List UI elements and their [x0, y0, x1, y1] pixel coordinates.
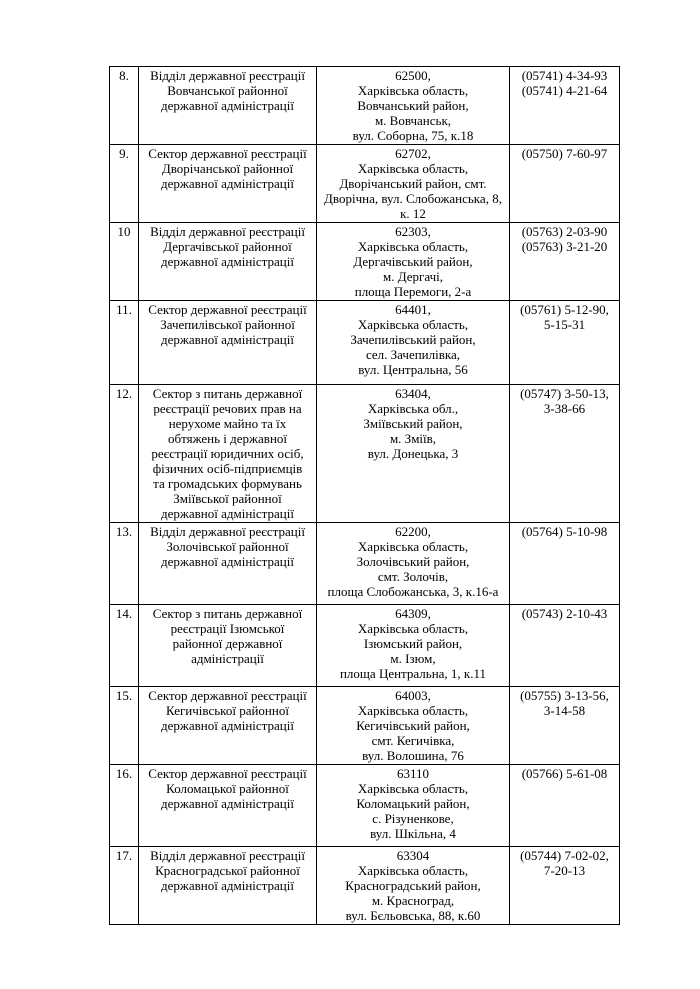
office-name-line: Коломацької районної [166, 781, 289, 796]
address-line: 63110 [396, 766, 430, 781]
row-number: 16. [110, 765, 139, 847]
office-name-line: Вовчанської районної [167, 83, 288, 98]
phone-line: 3-38-66 [543, 401, 586, 416]
address-line: 64401, [395, 302, 431, 317]
address-line: м. Красноград, [371, 893, 455, 908]
address-cell [317, 385, 510, 523]
address-line: 62200, [395, 524, 431, 539]
address-line: Золочівський район, [356, 554, 470, 569]
phone-line: (05743) 2-10-43 [521, 606, 608, 621]
phone-line: (05747) 3-50-13, [520, 386, 609, 401]
table-row [110, 385, 620, 523]
address-line: площа Слобожанська, 3, к.16-а [327, 584, 499, 599]
address-cell [317, 145, 510, 223]
row-number: 13. [110, 523, 139, 605]
office-name-line: адміністрації [191, 651, 264, 666]
address-line: 63304 [396, 848, 430, 863]
office-name-line: Дергачівської районної [163, 239, 292, 254]
office-name-line: Відділ державної реєстрації [150, 224, 305, 239]
address-line: Зміївський район, [363, 416, 463, 431]
phone-cell [510, 145, 620, 223]
office-name-line: державної адміністрації [161, 98, 294, 113]
address-line: Коломацький район, [356, 796, 470, 811]
office-name-cell [139, 687, 317, 765]
row-number: 10 [110, 223, 139, 301]
office-name-line: реєстрації юридичних осіб, [151, 446, 304, 461]
office-name-line: державної адміністрації [161, 254, 294, 269]
address-line: м. Дергачі, [382, 269, 443, 284]
table-row [110, 687, 620, 765]
table-row [110, 847, 620, 925]
address-line: вул. Бєльовська, 88, к.60 [345, 908, 481, 923]
phone-cell [510, 687, 620, 765]
phone-line: 5-15-31 [543, 317, 586, 332]
address-line: Харківська область, [357, 863, 469, 878]
phone-line: 7-20-13 [543, 863, 586, 878]
office-name-line: реєстрації речових прав на [153, 401, 302, 416]
office-name-line: Сектор з питань державної [152, 386, 303, 401]
phone-line: (05744) 7-02-02, [520, 848, 609, 863]
address-line: Дворічна, вул. Слобожанська, 8, [324, 191, 502, 206]
address-line: 62702, [395, 146, 431, 161]
address-cell [317, 765, 510, 847]
address-cell [317, 847, 510, 925]
address-line: Харківська область, [357, 161, 469, 176]
address-line: Дворічанський район, смт. [339, 176, 487, 191]
office-name-line: Сектор державної реєстрації [148, 688, 307, 703]
address-cell [317, 223, 510, 301]
phone-cell [510, 765, 620, 847]
row-number: 17. [110, 847, 139, 925]
office-name-line: Відділ державної реєстрації [150, 848, 305, 863]
address-line: смт. Золочів, [377, 569, 449, 584]
office-name-line: державної адміністрації [161, 506, 294, 521]
office-name-line: державної адміністрації [161, 796, 294, 811]
office-name-cell [139, 605, 317, 687]
phone-line: (05766) 5-61-08 [521, 766, 608, 781]
address-line: Харківська обл., [367, 401, 459, 416]
address-cell [317, 301, 510, 385]
address-line: Харківська область, [357, 703, 469, 718]
office-name-line: Сектор державної реєстрації [148, 766, 307, 781]
office-name-line: Відділ державної реєстрації [150, 68, 305, 83]
address-cell [317, 523, 510, 605]
address-line: м. Вовчанськ, [374, 113, 452, 128]
address-cell [317, 605, 510, 687]
row-number: 15. [110, 687, 139, 765]
address-line: Вовчанський район, [357, 98, 469, 113]
office-name-cell [139, 523, 317, 605]
row-number: 9. [110, 145, 139, 223]
office-name-line: фізичних осіб-підприємців [152, 461, 303, 476]
office-name-line: Красноградської районної [155, 863, 300, 878]
address-line: 64003, [395, 688, 431, 703]
phone-line: (05764) 5-10-98 [521, 524, 608, 539]
office-name-line: Зміївської районної [173, 491, 282, 506]
registry-offices-table [109, 66, 620, 925]
office-name-line: державної адміністрації [161, 718, 294, 733]
office-name-cell [139, 145, 317, 223]
office-name-line: районної державної [172, 636, 283, 651]
address-cell [317, 67, 510, 145]
table-row [110, 605, 620, 687]
address-line: м. Ізюм, [390, 651, 436, 666]
office-name-line: Кегичівської районної [166, 703, 289, 718]
address-line: вул. Центральна, 56 [358, 362, 468, 377]
office-name-cell [139, 223, 317, 301]
office-name-line: Зачепилівської районної [160, 317, 295, 332]
table-row [110, 223, 620, 301]
office-name-line: Сектор державної реєстрації [148, 146, 307, 161]
phone-line: (05761) 5-12-90, [520, 302, 609, 317]
phone-line: (05750) 7-60-97 [521, 146, 608, 161]
address-line: Ізюмський район, [363, 636, 463, 651]
phone-line: (05741) 4-34-93 [521, 68, 608, 83]
row-number: 14. [110, 605, 139, 687]
office-name-line: державної адміністрації [161, 176, 294, 191]
table-row [110, 145, 620, 223]
address-line: 64309, [395, 606, 431, 621]
office-name-cell [139, 67, 317, 145]
phone-cell [510, 523, 620, 605]
phone-line: (05763) 2-03-90 [521, 224, 608, 239]
address-line: Харківська область, [357, 83, 469, 98]
address-line: 62500, [395, 68, 431, 83]
office-name-line: Сектор державної реєстрації [148, 302, 307, 317]
address-line: 62303, [395, 224, 431, 239]
address-line: Харківська область, [357, 239, 469, 254]
phone-line: 3-14-58 [543, 703, 586, 718]
address-line: вул. Волошина, 76 [362, 748, 464, 763]
table-row [110, 67, 620, 145]
phone-cell [510, 223, 620, 301]
table-row [110, 301, 620, 385]
office-name-line: Сектор з питань державної [152, 606, 303, 621]
address-line: площа Центральна, 1, к.11 [339, 666, 487, 681]
address-line: площа Перемоги, 2-а [354, 284, 472, 299]
phone-cell [510, 67, 620, 145]
table-row [110, 765, 620, 847]
address-line: Харківська область, [357, 539, 469, 554]
row-number: 8. [110, 67, 139, 145]
office-name-line: Відділ державної реєстрації [150, 524, 305, 539]
address-line: сел. Зачепилівка, [365, 347, 461, 362]
table-row [110, 523, 620, 605]
address-line: Зачепилівський район, [350, 332, 476, 347]
address-line: вул. Шкільна, 4 [370, 826, 456, 841]
office-name-cell [139, 847, 317, 925]
address-line: к. 12 [400, 206, 426, 221]
address-line: Харківська область, [357, 781, 469, 796]
address-line: с. Різуненкове, [372, 811, 454, 826]
office-name-line: обтяжень і державної [167, 431, 288, 446]
office-name-line: державної адміністрації [161, 332, 294, 347]
office-name-line: нерухоме майно та їх [168, 416, 287, 431]
address-line: вул. Донецька, 3 [367, 446, 459, 461]
address-line: вул. Соборна, 75, к.18 [352, 128, 474, 143]
address-line: Красноградський район, [345, 878, 481, 893]
phone-cell [510, 847, 620, 925]
address-line: Кегичівський район, [356, 718, 470, 733]
row-number: 11. [110, 301, 139, 385]
phone-cell [510, 301, 620, 385]
address-line: Харківська область, [357, 621, 469, 636]
office-name-line: та громадських формувань [153, 476, 302, 491]
office-name-line: реєстрації Ізюмської [170, 621, 285, 636]
office-name-line: Золочівської районної [166, 539, 289, 554]
office-name-line: державної адміністрації [161, 878, 294, 893]
office-name-cell [139, 301, 317, 385]
address-line: Харківська область, [357, 317, 469, 332]
phone-line: (05755) 3-13-56, [520, 688, 609, 703]
table-body [110, 67, 620, 925]
office-name-line: Дворічанської районної [161, 161, 294, 176]
address-line: 63404, [395, 386, 431, 401]
address-line: Дергачівський район, [353, 254, 473, 269]
phone-cell [510, 605, 620, 687]
phone-cell [510, 385, 620, 523]
address-line: м. Зміїв, [389, 431, 437, 446]
phone-line: (05741) 4-21-64 [521, 83, 608, 98]
office-name-cell [139, 385, 317, 523]
phone-line: (05763) 3-21-20 [521, 239, 608, 254]
office-name-line: державної адміністрації [161, 554, 294, 569]
row-number: 12. [110, 385, 139, 523]
office-name-cell [139, 765, 317, 847]
address-cell [317, 687, 510, 765]
address-line: смт. Кегичівка, [371, 733, 455, 748]
